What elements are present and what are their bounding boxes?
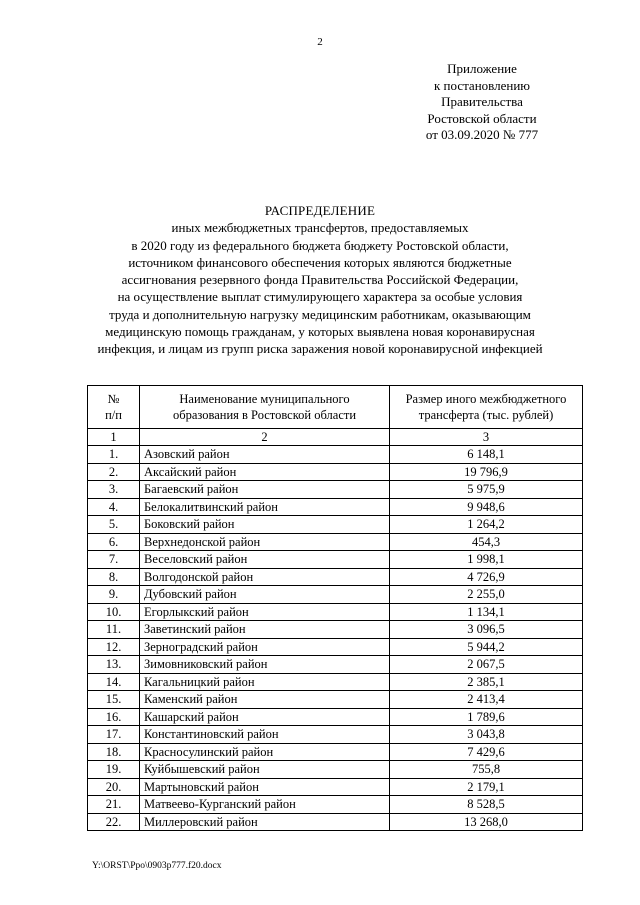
row-number: 22. (88, 813, 140, 831)
row-number: 12. (88, 638, 140, 656)
district-name: Матвеево-Курганский район (140, 796, 390, 814)
district-name: Мартыновский район (140, 778, 390, 796)
table-row (88, 638, 583, 656)
table-header-row (88, 386, 583, 429)
transfer-amount: 2 179,1 (390, 778, 583, 796)
transfer-amount: 2 413,4 (390, 691, 583, 709)
table-row (88, 673, 583, 691)
transfer-amount: 9 948,6 (390, 498, 583, 516)
row-number: 10. (88, 603, 140, 621)
district-name: Зимовниковский район (140, 656, 390, 674)
table-row (88, 481, 583, 499)
table-row (88, 691, 583, 709)
transfer-amount: 2 067,5 (390, 656, 583, 674)
transfer-amount: 454,3 (390, 533, 583, 551)
row-number: 13. (88, 656, 140, 674)
row-number: 2. (88, 463, 140, 481)
row-number: 7. (88, 551, 140, 569)
district-name: Боковский район (140, 516, 390, 534)
row-number: 8. (88, 568, 140, 586)
table-row (88, 813, 583, 831)
transfer-amount: 1 264,2 (390, 516, 583, 534)
table-row (88, 533, 583, 551)
district-name: Дубовский район (140, 586, 390, 604)
district-name: Азовский район (140, 446, 390, 464)
header-name-line: образования в Ростовской области (172, 408, 357, 422)
transfer-amount: 13 268,0 (390, 813, 583, 831)
transfer-amount: 4 726,9 (390, 568, 583, 586)
table-row (88, 498, 583, 516)
district-name: Красносулинский район (140, 743, 390, 761)
transfer-amount: 3 096,5 (390, 621, 583, 639)
subtitle-line: медицинскую помощь гражданам, у которых выявлена новая коронавирусная (105, 324, 535, 340)
district-name: Веселовский район (140, 551, 390, 569)
row-number: 19. (88, 761, 140, 779)
subtitle-line: источником финансового обеспечения которых являются бюджетные (128, 254, 512, 270)
row-number: 17. (88, 726, 140, 744)
transfer-amount: 7 429,6 (390, 743, 583, 761)
district-name: Кашарский район (140, 708, 390, 726)
row-number: 3. (88, 481, 140, 499)
transfer-amount: 2 255,0 (390, 586, 583, 604)
row-number: 14. (88, 673, 140, 691)
table-row (88, 463, 583, 481)
transfer-amount: 8 528,5 (390, 796, 583, 814)
transfer-amount: 19 796,9 (390, 463, 583, 481)
district-name: Константиновский район (140, 726, 390, 744)
table-row (88, 796, 583, 814)
appendix-line: Приложение (447, 61, 517, 76)
header-amount (390, 386, 583, 429)
header-num (88, 386, 140, 429)
column-number-row (88, 429, 583, 446)
footer-file-path: Y:\ORST\Ppo\0903p777.f20.docx (92, 861, 222, 871)
transfer-amount: 1 998,1 (390, 551, 583, 569)
header-name (140, 386, 390, 429)
transfer-amount: 5 944,2 (390, 638, 583, 656)
appendix-line: Правительства (441, 94, 523, 109)
appendix-line: к постановлению (433, 77, 531, 93)
column-number: 2 (140, 429, 390, 446)
subtitle-line: на осуществление выплат стимулирующего характера за особые условия (117, 289, 523, 305)
transfer-amount: 6 148,1 (390, 446, 583, 464)
row-number: 15. (88, 691, 140, 709)
transfer-amount: 1 789,6 (390, 708, 583, 726)
table-row (88, 586, 583, 604)
subtitle-line: ассигнования резервного фонда Правительства Российской Федерации, (121, 272, 519, 288)
header-num-line: № (107, 392, 120, 406)
table-row (88, 743, 583, 761)
row-number: 18. (88, 743, 140, 761)
district-name: Волгодонской район (140, 568, 390, 586)
column-number: 3 (390, 429, 583, 446)
table-row (88, 726, 583, 744)
header-name-line: Наименование муниципального (179, 392, 350, 406)
title-block (0, 202, 640, 358)
row-number: 11. (88, 621, 140, 639)
district-name: Верхнедонской район (140, 533, 390, 551)
row-number: 21. (88, 796, 140, 814)
district-name: Миллеровский район (140, 813, 390, 831)
header-num-line: п/п (105, 408, 122, 422)
appendix-block (382, 61, 582, 144)
table-row (88, 568, 583, 586)
appendix-line: Ростовской области (427, 110, 537, 126)
transfer-amount: 5 975,9 (390, 481, 583, 499)
subtitle-line: труда и дополнительную нагрузку медицинским работникам, оказывающим (109, 306, 531, 322)
table-row (88, 603, 583, 621)
row-number: 20. (88, 778, 140, 796)
row-number: 6. (88, 533, 140, 551)
subtitle-line: в 2020 году из федерального бюджета бюджету Ростовской области, (131, 237, 509, 253)
subtitle-line: иных межбюджетных трансфертов, предоставляемых (171, 220, 469, 236)
transfer-amount: 3 043,8 (390, 726, 583, 744)
district-name: Каменский район (140, 691, 390, 709)
row-number: 16. (88, 708, 140, 726)
table-row (88, 778, 583, 796)
table-row (88, 621, 583, 639)
column-number: 1 (88, 429, 140, 446)
district-name: Кагальницкий район (140, 673, 390, 691)
district-name: Аксайский район (140, 463, 390, 481)
table-row (88, 516, 583, 534)
document-title: РАСПРЕДЕЛЕНИЕ (264, 203, 376, 218)
row-number: 4. (88, 498, 140, 516)
subtitle-line: инфекция, и лицам из групп риска заражения новой коронавирусной инфекцией (97, 341, 543, 357)
row-number: 1. (88, 446, 140, 464)
district-name: Зерноградский район (140, 638, 390, 656)
row-number: 9. (88, 586, 140, 604)
district-name: Егорлыкский район (140, 603, 390, 621)
table-row (88, 708, 583, 726)
row-number: 5. (88, 516, 140, 534)
district-name: Белокалитвинский район (140, 498, 390, 516)
district-name: Куйбышевский район (140, 761, 390, 779)
table-row (88, 761, 583, 779)
district-name: Багаевский район (140, 481, 390, 499)
table-row (88, 656, 583, 674)
header-amount-line: Размер иного межбюджетного (405, 392, 567, 406)
distribution-table (87, 385, 583, 831)
table-row (88, 551, 583, 569)
appendix-line: от 03.09.2020 № 777 (425, 127, 539, 142)
transfer-amount: 2 385,1 (390, 673, 583, 691)
district-name: Заветинский район (140, 621, 390, 639)
transfer-amount: 1 134,1 (390, 603, 583, 621)
page-number: 2 (317, 36, 323, 48)
transfer-amount: 755,8 (390, 761, 583, 779)
table-row (88, 446, 583, 464)
header-amount-line: трансферта (тыс. рублей) (418, 408, 554, 422)
